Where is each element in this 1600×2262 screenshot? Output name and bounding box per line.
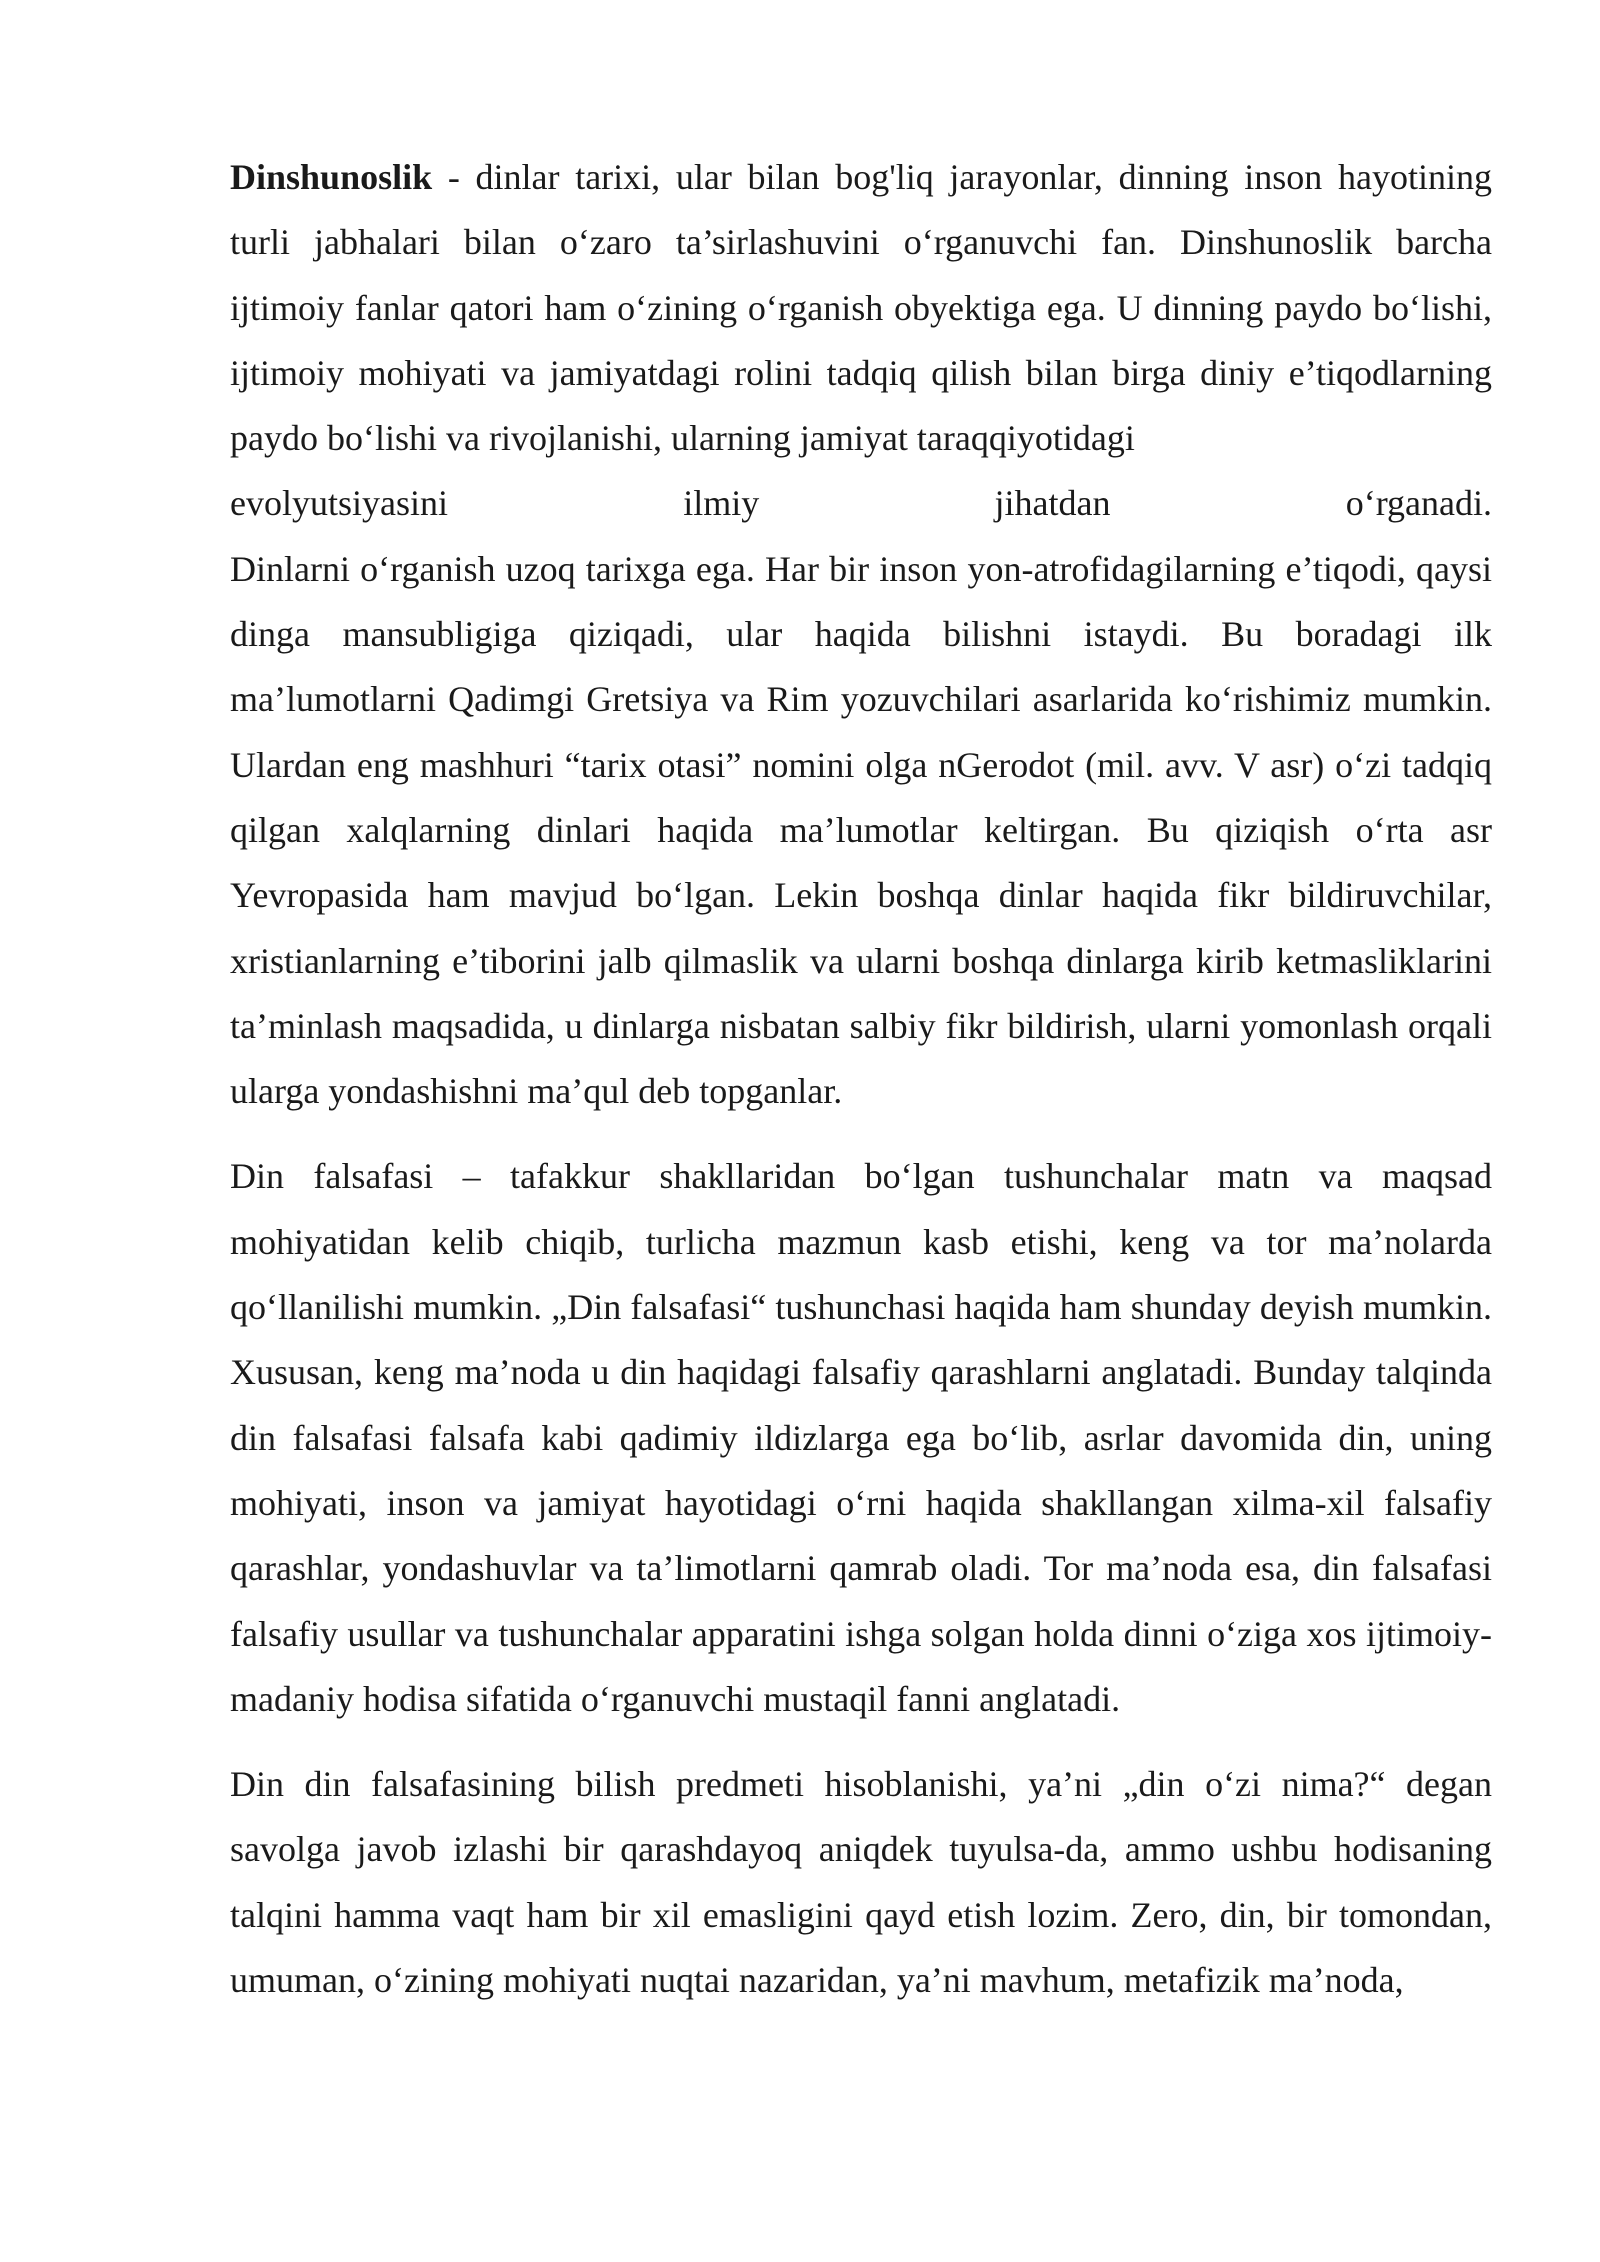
- document-body: [230, 145, 1492, 2013]
- paragraph-text-part: Dinlarni o‘rganish uzoq tarixga ega. Har bir inson yon-atrofidagilarning e’tiqodi, qaysi dinga mansubligiga qiziqadi, ular haqida bilishni istaydi. Bu boradagi ilk ma’lumotlarni Qadimgi Gretsiya va Rim yozuvchilari asarlarida ko‘rishimiz mumkin. Ulardan eng mashhuri “tarix otasi” nomini olga nGerodot (mil. avv. V asr) o‘zi tadqiq qilgan xalqlarning dinlari haqida ma’lumotlar keltirgan. Bu qiziqish o‘rta asr Yevropasida ham mavjud bo‘lgan. Lekin boshqa dinlar haqida fikr bildiruvchilar, xristianlarning e’tiborini jalb qilmaslik va ularni boshqa dinlarga kirib ketmasliklarini ta’minlash maqsadida, u dinlarga nisbatan salbiy fikr bildirish, ularni yomonlash orqali ularga yondashishni ma’qul deb topganlar.: [230, 548, 1492, 1112]
- lead-term: Dinshunoslik: [230, 157, 433, 197]
- paragraph-din-falsafasi: Din falsafasi – tafakkur shakllaridan bo‘lgan tushunchalar matn va maqsad mohiyatidan kelib chiqib, turlicha mazmun kasb etishi, keng va tor ma’nolarda qo‘llanilishi mumkin. „Din falsafasi“ tushunchasi haqida ham shunday deyish mumkin. Xususan, keng ma’noda u din haqidagi falsafiy qarashlarni anglatadi. Bunday talqinda din falsafasi falsafa kabi qadimiy ildizlarga ega bo‘lib, asrlar davomida din, uning mohiyati, inson va jamiyat hayotidagi o‘rni haqida shakllangan xilma-xil falsafiy qarashlar, yondashuvlar va ta’limotlarni qamrab oladi. Tor ma’noda esa, din falsafasi falsafiy usullar va tushunchalar apparatini ishga solgan holda dinni o‘ziga xos ijtimoiy-madaniy hodisa sifatida o‘rganuvchi mustaqil fanni anglatadi.: [230, 1156, 1492, 1719]
- paragraph-din-predmeti: Din din falsafasining bilish predmeti hisoblanishi, ya’ni „din o‘zi nima?“ degan savolga javob izlashi bir qarashdayoq aniqdek tuyulsa-da, ammo ushbu hodisaning talqini hamma vaqt ham bir xil emasligini qayd etish lozim. Zero, din, bir tomondan, umuman, o‘zining mohiyati nuqtai nazaridan, ya’ni mavhum, metafizik ma’noda,: [230, 1764, 1492, 2001]
- paragraph-text-part: - dinlar tarixi, ular bilan bog'liq jarayonlar, dinning inson hayotining turli jabhalari bilan o‘zaro ta’sirlashuvini o‘rganuvchi fan. Dinshunoslik barcha ijtimoiy fanlar qatori ham o‘zining o‘rganish obyektiga ega. U dinning paydo bo‘lishi, ijtimoiy mohiyati va jamiyatdagi rolini tadqiq qilish bilan birga diniy e’tiqodlarning paydo bo‘lishi va rivojlanishi, ularning jamiyat taraqqiyotidagi: [230, 157, 1492, 459]
- justified-line: evolyutsiyasini ilmiy jihatdan o‘rganadi.: [230, 483, 1492, 524]
- paragraph-dinshunoslik: [230, 145, 1492, 1124]
